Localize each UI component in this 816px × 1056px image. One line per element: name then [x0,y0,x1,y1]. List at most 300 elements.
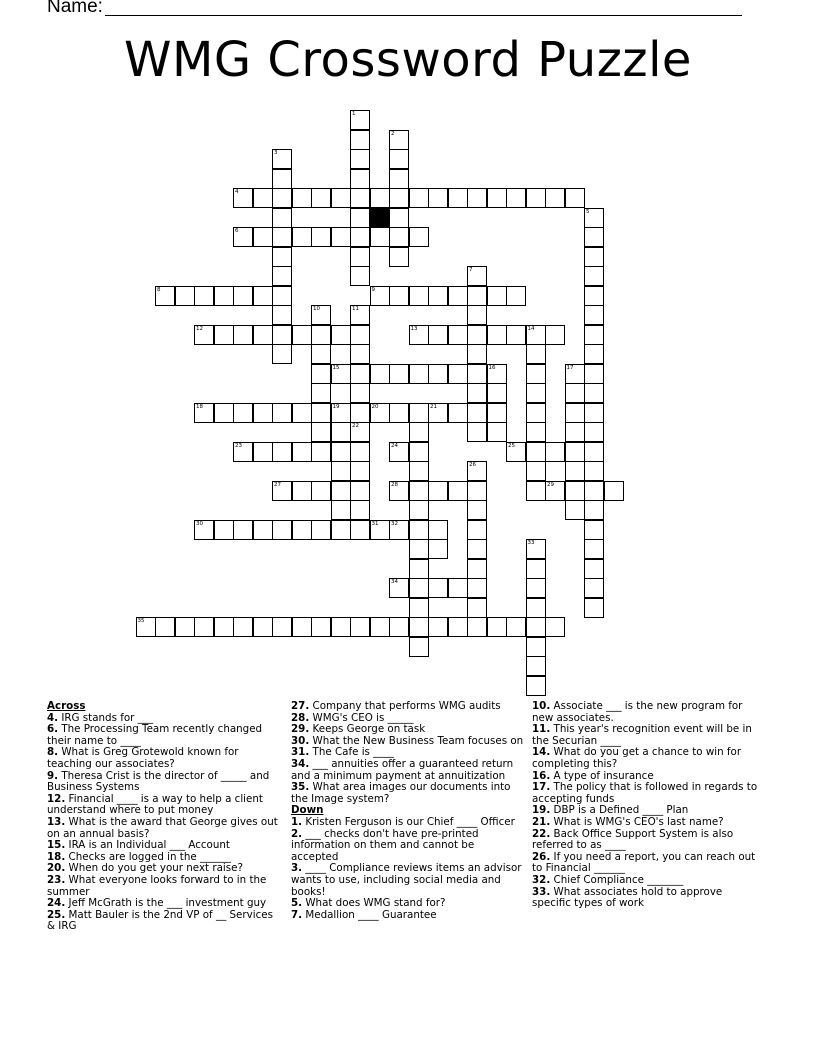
crossword-cell[interactable] [389,169,409,189]
crossword-cell[interactable] [584,286,604,306]
crossword-cell[interactable] [565,364,585,384]
crossword-cell[interactable] [467,286,487,306]
crossword-cell[interactable] [526,481,546,501]
crossword-cell[interactable] [350,266,370,286]
crossword-cell[interactable] [467,344,487,364]
crossword-cell[interactable] [311,617,331,637]
crossword-cell[interactable] [428,188,448,208]
clue-item-number: 11. [532,723,551,736]
crossword-cell[interactable] [448,578,468,598]
crossword-cell[interactable] [448,188,468,208]
crossword-cell[interactable] [467,578,487,598]
crossword-cell[interactable] [584,422,604,442]
crossword-cell[interactable] [428,325,448,345]
crossword-cell[interactable] [467,364,487,384]
crossword-cell[interactable] [526,442,546,462]
crossword-cell[interactable] [428,520,448,540]
crossword-cell[interactable] [350,149,370,169]
crossword-cell[interactable] [331,461,351,481]
clue-item-text: What is Greg Grotewold known for teaching our associates? [47,746,239,770]
crossword-cell[interactable] [233,617,253,637]
clue-item-number: 6. [47,723,59,736]
crossword-cell[interactable] [311,520,331,540]
crossword-cell[interactable] [448,617,468,637]
crossword-cell[interactable] [370,403,390,423]
crossword-cell[interactable] [526,461,546,481]
crossword-cell[interactable] [272,149,292,169]
crossword-cell[interactable] [350,110,370,130]
crossword-cell[interactable] [350,247,370,267]
crossword-cell[interactable] [409,422,429,442]
crossword-cell[interactable] [565,403,585,423]
crossword-cell[interactable] [272,520,292,540]
crossword-cell[interactable] [526,383,546,403]
clue-item-number: 17. [532,781,551,794]
crossword-cell[interactable] [292,188,312,208]
clue-item-number: 8. [47,746,59,759]
crossword-cell[interactable] [253,442,273,462]
crossword-cell[interactable] [175,617,195,637]
crossword-cell[interactable] [272,481,292,501]
crossword-cell[interactable] [389,520,409,540]
crossword-cell[interactable] [389,208,409,228]
crossword-cell[interactable] [272,286,292,306]
crossword-cell[interactable] [526,422,546,442]
crossword-cell[interactable] [233,286,253,306]
crossword-cell[interactable] [584,208,604,228]
crossword-cell[interactable] [409,403,429,423]
crossword-cell[interactable] [409,500,429,520]
crossword-cell[interactable] [331,403,351,423]
crossword-cell[interactable] [487,325,507,345]
crossword-cell[interactable] [506,617,526,637]
crossword-cell[interactable] [389,578,409,598]
clue-item-text: A type of insurance [553,769,654,782]
clue-number: 23 [235,442,242,449]
crossword-cell[interactable] [272,266,292,286]
crossword-cell[interactable] [604,481,624,501]
crossword-cell[interactable] [194,403,214,423]
crossword-cell[interactable] [331,325,351,345]
crossword-cell[interactable] [467,559,487,579]
crossword-cell[interactable] [253,520,273,540]
crossword-cell[interactable] [350,208,370,228]
crossword-cell[interactable] [584,266,604,286]
clue-item [532,887,764,910]
clue-item-number: 26. [532,850,551,863]
crossword-cell[interactable] [389,617,409,637]
crossword-cell[interactable] [467,325,487,345]
crossword-cell[interactable] [487,383,507,403]
clue-item-number: 10. [532,700,551,712]
crossword-cell[interactable] [155,286,175,306]
crossword-cell[interactable] [389,481,409,501]
crossword-cell[interactable] [526,676,546,696]
clue-item-number: 16. [532,769,551,782]
crossword-cell[interactable] [350,364,370,384]
clue-item-number: 21. [532,815,551,828]
clue-item-text: Matt Bauler is the 2nd VP of __ Services & IRG [47,908,273,933]
crossword-cell[interactable] [292,227,312,247]
crossword-cell[interactable] [136,617,156,637]
crossword-cell[interactable] [526,637,546,657]
crossword-cell[interactable] [214,403,234,423]
crossword-cell[interactable] [428,364,448,384]
crossword-cell[interactable] [272,344,292,364]
crossword-cell[interactable] [409,325,429,345]
crossword-cell[interactable] [467,461,487,481]
crossword-cell[interactable] [467,266,487,286]
crossword-cell[interactable] [409,578,429,598]
crossword-cell[interactable] [292,442,312,462]
crossword-cell[interactable] [311,422,331,442]
crossword-cell[interactable] [272,403,292,423]
clue-item-number: 15. [47,839,66,852]
crossword-cell[interactable] [350,188,370,208]
crossword-cell[interactable] [584,559,604,579]
crossword-cell[interactable] [584,325,604,345]
black-square [370,208,390,228]
crossword-cell[interactable] [565,500,585,520]
crossword-cell[interactable] [584,364,604,384]
crossword-cell[interactable] [350,520,370,540]
crossword-cell[interactable] [506,325,526,345]
clue-item [532,724,764,747]
clue-item-text: The Processing Team recently changed their name to ____ [47,723,263,747]
crossword-cell[interactable] [233,325,253,345]
crossword-cell[interactable] [175,286,195,306]
crossword-cell[interactable] [311,364,331,384]
crossword-cell[interactable] [272,325,292,345]
clue-item-number: 12. [47,792,66,805]
clue-item-text: IRG stands for ___ [61,711,154,724]
crossword-cell[interactable] [311,442,331,462]
crossword-cell[interactable] [272,247,292,267]
crossword-cell[interactable] [311,383,331,403]
clue-item-number: 19. [532,804,551,817]
crossword-cell[interactable] [292,403,312,423]
crossword-cell[interactable] [526,403,546,423]
crossword-cell[interactable] [584,383,604,403]
crossword-cell[interactable] [253,403,273,423]
crossword-cell[interactable] [389,364,409,384]
crossword-cell[interactable] [272,227,292,247]
crossword-cell[interactable] [409,481,429,501]
crossword-cell[interactable] [467,520,487,540]
crossword-cell[interactable] [292,520,312,540]
clue-number: 27 [274,481,281,488]
crossword-cell[interactable] [584,520,604,540]
crossword-cell[interactable] [467,481,487,501]
crossword-cell[interactable] [350,422,370,442]
crossword-cell[interactable] [311,403,331,423]
crossword-cell[interactable] [545,188,565,208]
crossword-cell[interactable] [487,403,507,423]
crossword-cell[interactable] [584,598,604,618]
crossword-cell[interactable] [311,227,331,247]
crossword-cell[interactable] [331,617,351,637]
crossword-cell[interactable] [467,305,487,325]
crossword-cell[interactable] [350,305,370,325]
crossword-cell[interactable] [233,403,253,423]
clue-item-number: 23. [47,873,66,886]
crossword-cell[interactable] [545,325,565,345]
crossword-cell[interactable] [467,500,487,520]
crossword-cell[interactable] [409,188,429,208]
crossword-cell[interactable] [350,442,370,462]
crossword-cell[interactable] [350,481,370,501]
crossword-cell[interactable] [409,598,429,618]
crossword-cell[interactable] [428,403,448,423]
clue-number: 12 [196,325,203,332]
crossword-cell[interactable] [409,617,429,637]
crossword-cell[interactable] [565,422,585,442]
crossword-cell[interactable] [428,481,448,501]
crossword-cell[interactable] [331,481,351,501]
crossword-cell[interactable] [584,539,604,559]
clue-item-text: Financial ____ is a way to help a client understand where to put money [47,792,263,817]
crossword-cell[interactable] [331,364,351,384]
crossword-cell[interactable] [311,325,331,345]
crossword-cell[interactable] [428,286,448,306]
crossword-cell[interactable] [409,227,429,247]
crossword-cell[interactable] [409,637,429,657]
crossword-cell[interactable] [389,188,409,208]
crossword-cell[interactable] [565,461,585,481]
clue-item-number: 14. [532,746,551,759]
crossword-cell[interactable] [331,442,351,462]
crossword-cell[interactable] [370,364,390,384]
crossword-cell[interactable] [272,169,292,189]
clue-number: 16 [488,364,496,371]
crossword-cell[interactable] [565,442,585,462]
crossword-cell[interactable] [467,188,487,208]
crossword-cell[interactable] [214,617,234,637]
crossword-cell[interactable] [214,325,234,345]
crossword-cell[interactable] [448,286,468,306]
crossword-cell[interactable] [331,500,351,520]
crossword-cell[interactable] [487,286,507,306]
crossword-cell[interactable] [272,305,292,325]
crossword-cell[interactable] [584,247,604,267]
crossword-cell[interactable] [389,227,409,247]
clue-number: 15 [332,364,340,371]
crossword-cell[interactable] [545,617,565,637]
crossword-cell[interactable] [448,364,468,384]
crossword-cell[interactable] [389,130,409,150]
clue-number: 6 [235,228,239,234]
crossword-cell[interactable] [409,364,429,384]
crossword-cell[interactable] [409,559,429,579]
crossword-cell[interactable] [467,617,487,637]
crossword-cell[interactable] [467,403,487,423]
crossword-cell[interactable] [487,617,507,637]
crossword-cell[interactable] [350,130,370,150]
crossword-cell[interactable] [194,325,214,345]
crossword-cell[interactable] [584,481,604,501]
crossword-cell[interactable] [584,403,604,423]
crossword-cell[interactable] [409,442,429,462]
crossword-cell[interactable] [584,442,604,462]
clue-item-number: 30. [291,734,310,747]
crossword-cell[interactable] [526,656,546,676]
crossword-cell[interactable] [584,461,604,481]
crossword-cell[interactable] [526,617,546,637]
crossword-cell[interactable] [487,364,507,384]
crossword-cell[interactable] [467,422,487,442]
crossword-cell[interactable] [350,227,370,247]
crossword-cell[interactable] [584,227,604,247]
crossword-cell[interactable] [467,383,487,403]
down-heading: Down [291,804,324,817]
crossword-cell[interactable] [448,403,468,423]
crossword-cell[interactable] [584,578,604,598]
crossword-cell[interactable] [272,617,292,637]
crossword-cell[interactable] [545,481,565,501]
crossword-cell[interactable] [506,188,526,208]
crossword-cell[interactable] [389,286,409,306]
crossword-cell[interactable] [467,598,487,618]
crossword-cell[interactable] [253,325,273,345]
crossword-cell[interactable] [292,481,312,501]
crossword-cell[interactable] [331,520,351,540]
crossword-cell[interactable] [233,520,253,540]
clue-item-text: Checks are logged in the ______ [68,850,231,863]
crossword-cell[interactable] [194,286,214,306]
clue-item [532,701,764,724]
clue-item-text: Chief Compliance _______ [553,873,684,886]
crossword-cell[interactable] [292,325,312,345]
crossword-cell[interactable] [448,325,468,345]
crossword-cell[interactable] [565,383,585,403]
clue-item-text: IRA is an Individual ___ Account [68,839,230,852]
crossword-cell[interactable] [311,344,331,364]
crossword-cell[interactable] [214,286,234,306]
crossword-cell[interactable] [350,461,370,481]
crossword-cell[interactable] [565,188,585,208]
crossword-cell[interactable] [467,539,487,559]
crossword-cell[interactable] [389,247,409,267]
crossword-cell[interactable] [409,461,429,481]
clue-item [47,747,279,770]
crossword-cell[interactable] [409,286,429,306]
crossword-cell[interactable] [370,617,390,637]
crossword-cell[interactable] [370,520,390,540]
crossword-cell[interactable] [545,442,565,462]
crossword-cell[interactable] [272,442,292,462]
crossword-cell[interactable] [409,539,429,559]
crossword-cell[interactable] [389,442,409,462]
crossword-cell[interactable] [370,188,390,208]
crossword-cell[interactable] [526,559,546,579]
clue-number: 29 [547,481,554,488]
crossword-cell[interactable] [350,500,370,520]
crossword-cell[interactable] [292,617,312,637]
crossword-cell[interactable] [253,617,273,637]
clue-item-number: 24. [47,897,66,910]
crossword-cell[interactable] [331,227,351,247]
crossword-cell[interactable] [253,188,273,208]
crossword-cell[interactable] [428,617,448,637]
crossword-cell[interactable] [526,539,546,559]
clue-column-2 [291,701,524,921]
crossword-cell[interactable] [194,520,214,540]
crossword-cell[interactable] [584,344,604,364]
crossword-cell[interactable] [253,286,273,306]
clue-item-number: 25. [47,908,66,921]
clue-item-number: 28. [291,711,310,724]
clue-item-text: ____ Compliance reviews items an advisor wants to use, including social media and books! [291,862,522,898]
clue-item-text: Theresa Crist is the director of _____ and Business Systems [47,769,270,794]
crossword-cell[interactable] [526,188,546,208]
crossword-cell[interactable] [389,149,409,169]
crossword-cell[interactable] [565,481,585,501]
crossword-cell[interactable] [389,403,409,423]
crossword-cell[interactable] [350,344,370,364]
crossword-cell[interactable] [253,227,273,247]
clue-number: 9 [371,286,375,293]
crossword-cell[interactable] [526,578,546,598]
crossword-cell[interactable] [350,169,370,189]
crossword-cell[interactable] [311,305,331,325]
crossword-cell[interactable] [506,286,526,306]
crossword-cell[interactable] [584,305,604,325]
crossword-cell[interactable] [272,208,292,228]
crossword-cell[interactable] [584,500,604,520]
crossword-cell[interactable] [194,617,214,637]
crossword-cell[interactable] [526,325,546,345]
crossword-cell[interactable] [487,188,507,208]
clue-item [532,852,764,875]
crossword-cell[interactable] [506,442,526,462]
clue-item [47,875,279,898]
crossword-cell[interactable] [409,520,429,540]
crossword-cell[interactable] [487,422,507,442]
crossword-cell[interactable] [428,578,448,598]
crossword-cell[interactable] [311,188,331,208]
crossword-cell[interactable] [526,364,546,384]
crossword-cell[interactable] [233,188,253,208]
clue-item-text: ___ checks don't have pre-printed information on them and cannot be accepted [291,827,479,863]
crossword-cell[interactable] [448,481,468,501]
crossword-cell[interactable] [350,383,370,403]
crossword-cell[interactable] [350,403,370,423]
clue-item-number: 31. [291,746,310,759]
crossword-cell[interactable] [331,188,351,208]
crossword-cell[interactable] [155,617,175,637]
crossword-cell[interactable] [428,539,448,559]
crossword-cell[interactable] [526,598,546,618]
crossword-cell[interactable] [233,442,253,462]
across-heading: Across [47,700,86,712]
crossword-cell[interactable] [233,227,253,247]
crossword-cell[interactable] [526,344,546,364]
crossword-cell[interactable] [370,227,390,247]
crossword-cell[interactable] [272,188,292,208]
clue-item-number: 3. [291,862,303,875]
clue-item-text: DBP is a Defined ____ Plan [553,804,689,817]
name-label: Name: [47,0,103,17]
clue-item [47,794,279,817]
crossword-cell[interactable] [350,325,370,345]
clue-item [291,829,524,864]
crossword-cell[interactable] [311,481,331,501]
crossword-cell[interactable] [370,286,390,306]
clue-number: 11 [352,306,359,312]
crossword-cell[interactable] [331,422,351,442]
crossword-cell[interactable] [350,617,370,637]
crossword-cell[interactable] [214,520,234,540]
